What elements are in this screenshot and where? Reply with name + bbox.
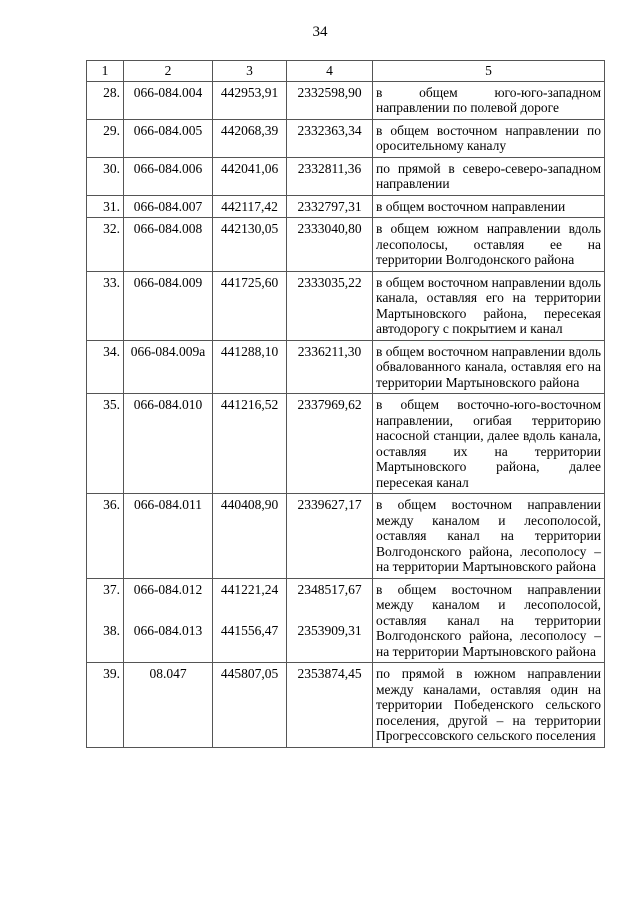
table-row [87,218,605,272]
coordinate-y: 2353874,45 [287,663,373,748]
row-number: 31. [87,195,124,218]
table-header-row [87,61,605,82]
coordinate-x: 441556,47 [213,620,287,662]
point-code: 066-084.004 [124,81,213,119]
point-code: 066-084.009 [124,271,213,340]
direction-description: по прямой в южном направлении между каналами, оставляя один на территории Победенского сельского поселения, другой – на территории Прогрессовского сельского поселения [373,663,605,748]
column-header: 5 [373,61,605,82]
coordinate-x: 442068,39 [213,119,287,157]
column-header: 1 [87,61,124,82]
coordinate-y: 2339627,17 [287,494,373,579]
coordinate-y: 2337969,62 [287,394,373,494]
row-number: 38. [87,620,124,662]
point-code: 066-084.011 [124,494,213,579]
column-header: 3 [213,61,287,82]
row-number: 33. [87,271,124,340]
direction-description: в общем восточном направлении между каналом и лесополосой, оставляя канал на территории Волгодонского района, лесополосу – на территории Мартыновского района [373,578,605,663]
table-row [87,157,605,195]
point-code: 066-084.012 [124,578,213,620]
coordinate-y: 2332363,34 [287,119,373,157]
point-code: 08.047 [124,663,213,748]
table-row [87,271,605,340]
coordinate-x: 441288,10 [213,340,287,394]
direction-description: в общем восточно-юго-восточном направлении, огибая территорию насосной станции, далее вдоль канала, оставляя их на территории Мартыновского района, далее пересекая канал [373,394,605,494]
point-code: 066-084.006 [124,157,213,195]
table-row [87,663,605,748]
row-number: 34. [87,340,124,394]
coordinate-x: 442041,06 [213,157,287,195]
row-number: 32. [87,218,124,272]
coordinate-y: 2336211,30 [287,340,373,394]
coordinate-x: 441725,60 [213,271,287,340]
table-row [87,81,605,119]
row-number: 28. [87,81,124,119]
coordinate-y: 2332811,36 [287,157,373,195]
direction-description: в общем восточном направлении вдоль обвалованного канала, оставляя его на территории Мартыновского района [373,340,605,394]
row-number: 37. [87,578,124,620]
table-row [87,340,605,394]
point-code: 066-084.009а [124,340,213,394]
point-code: 066-084.013 [124,620,213,662]
coordinate-y: 2332598,90 [287,81,373,119]
table-row [87,119,605,157]
table-row [87,578,605,620]
coordinate-x: 442130,05 [213,218,287,272]
coordinate-x: 442953,91 [213,81,287,119]
coordinate-y: 2333035,22 [287,271,373,340]
point-code: 066-084.010 [124,394,213,494]
row-number: 36. [87,494,124,579]
coordinate-y: 2332797,31 [287,195,373,218]
row-number: 39. [87,663,124,748]
point-code: 066-084.008 [124,218,213,272]
direction-description: в общем юго-юго-западном направлении по полевой дороге [373,81,605,119]
column-header: 4 [287,61,373,82]
coordinate-x: 445807,05 [213,663,287,748]
table-row [87,195,605,218]
coordinate-y: 2333040,80 [287,218,373,272]
table-row [87,494,605,579]
row-number: 29. [87,119,124,157]
coordinate-y: 2353909,31 [287,620,373,662]
row-number: 35. [87,394,124,494]
direction-description: в общем южном направлении вдоль лесополосы, оставляя ее на территории Волгодонского района [373,218,605,272]
row-number: 30. [87,157,124,195]
column-header: 2 [124,61,213,82]
point-code: 066-084.005 [124,119,213,157]
coordinate-x: 440408,90 [213,494,287,579]
coordinate-x: 441221,24 [213,578,287,620]
boundary-points-table [86,60,605,748]
table-row [87,394,605,494]
direction-description: в общем восточном направлении вдоль канала, оставляя его на территории Мартыновского района, пересекая автодорогу с покрытием и канал [373,271,605,340]
coordinate-x: 441216,52 [213,394,287,494]
direction-description: в общем восточном направлении по оросительному каналу [373,119,605,157]
direction-description: в общем восточном направлении [373,195,605,218]
coordinate-y: 2348517,67 [287,578,373,620]
page-number: 34 [312,24,328,40]
direction-description: по прямой в северо-северо-западном направлении [373,157,605,195]
point-code: 066-084.007 [124,195,213,218]
direction-description: в общем восточном направлении между каналом и лесополосой, оставляя канал на территории Волгодонского района, лесополосу – на территории Мартыновского района [373,494,605,579]
coordinate-x: 442117,42 [213,195,287,218]
